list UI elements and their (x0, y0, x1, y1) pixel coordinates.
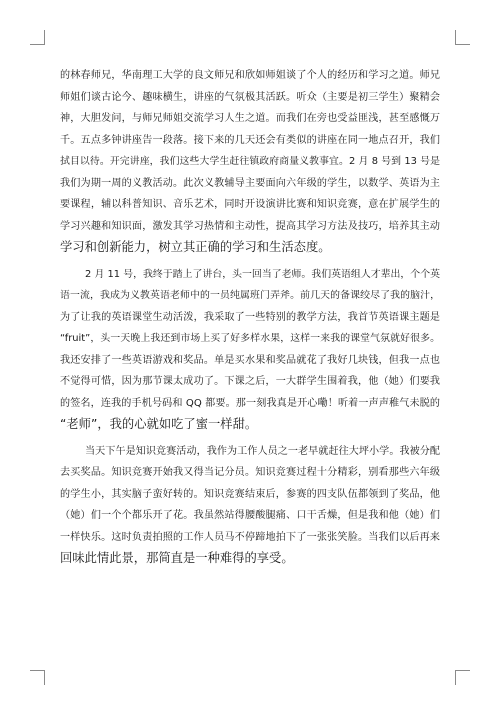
paragraph-line: 不觉得可惜，因为那节课太成功了。下课之后，一大群学生围着我，他（她）们要我 (60, 376, 440, 387)
paragraph-line: 的林春师兄，华南理工大学的良文师兄和欣如师姐谈了个人的经历和学习之道。师兄 (60, 70, 440, 81)
paragraph-line: 回味此情此景，那简直是一种难得的享受。 (60, 551, 294, 565)
crop-mark-top-right (455, 30, 470, 45)
paragraph-line: 为了让我的英语课堂生动活泼，我采取了一些特别的教学方法，我首节英语课主题是 (60, 311, 440, 323)
paragraph-line: 的学生小，其实脑子蛮好转的。知识竞赛结束后，参赛的四支队伍都领到了奖品，他 (60, 488, 440, 500)
paragraph-2 (60, 264, 440, 436)
paragraph-3 (60, 441, 440, 570)
paragraph-line: 千。五点多钟讲座告一段落。接下来的几天还会有类似的讲座在同一地点召开，我们 (60, 134, 440, 146)
paragraph-line: 2 月 11 号，我终于踏上了讲台，头一回当了老师。我们英语组人才辈出，个个英 (85, 268, 440, 280)
paragraph-line: 的签名，连我的手机号码和 QQ 都要。那一刻我真是开心嘞！听着一声声稚气未脱的 (60, 397, 440, 409)
paragraph-line: 学习兴趣和知识面，激发其学习热情和主动性，提高其学习方法及技巧，培养其主动 (60, 220, 440, 232)
paragraph-line: 语一流，我成为义教英语老师中的一员纯属班门弄斧。前几天的备课绞尽了我的脑汁， (60, 290, 440, 301)
paragraph-line: 当天下午是知识竞赛活动，我作为工作人员之一老早就赶往大坪小学。我被分配 (85, 445, 440, 457)
paragraph-line: 师姐们谈古论今、趣味横生，讲座的气氛极其活跃。听众（主要是初三学生）聚精会 (60, 91, 440, 103)
paragraph-line: 学习和创新能力，树立其正确的学习和生活态度。 (60, 240, 331, 254)
paragraph-line: 拭目以待。开完讲座，我们这些大学生赶往镇政府商量义教事宜。2 月 8 号到 13 号是 (60, 156, 440, 167)
paragraph-line: 神，大胆发问，与师兄师姐交流学习人生之道。而我们在旁也受益匪浅，甚至感慨万 (60, 113, 440, 124)
document-body (60, 65, 440, 570)
crop-mark-bottom-left (30, 670, 45, 685)
paragraph-line: “老师”，我的心就如吃了蜜一样甜。 (60, 417, 258, 431)
crop-mark-top-left (30, 30, 45, 45)
paragraph-line: 去买奖品。知识竞赛开始我又得当记分员。知识竞赛过程十分精彩，别看那些六年级 (60, 467, 440, 478)
paragraph-1 (60, 65, 440, 259)
crop-mark-bottom-right (455, 670, 470, 685)
paragraph-line: 我还安排了一些英语游戏和奖品。单是买水果和奖品就花了我好几块钱，但我一点也 (60, 354, 440, 366)
paragraph-line: （她）们一个个都乐开了花。我虽然站得腰酸腿痛、口干舌燥，但是我和他（她）们 (60, 510, 440, 521)
paragraph-line: “fruit”，头一天晚上我还到市场上买了好多样水果，这样一来我的课堂气氛就好很多。 (60, 333, 440, 344)
paragraph-line: 我们为期一周的义教活动。此次义教辅导主要面向六年级的学生，以数学、英语为主 (60, 177, 440, 189)
paragraph-line: 要课程，辅以科普知识、音乐艺术，同时开设演讲比赛和知识竞赛，意在扩展学生的 (60, 199, 440, 210)
paragraph-line: 一样快乐。这时负责拍照的工作人员马不停蹄地拍下了一张张笑脸。当我们以后再来 (60, 531, 440, 543)
